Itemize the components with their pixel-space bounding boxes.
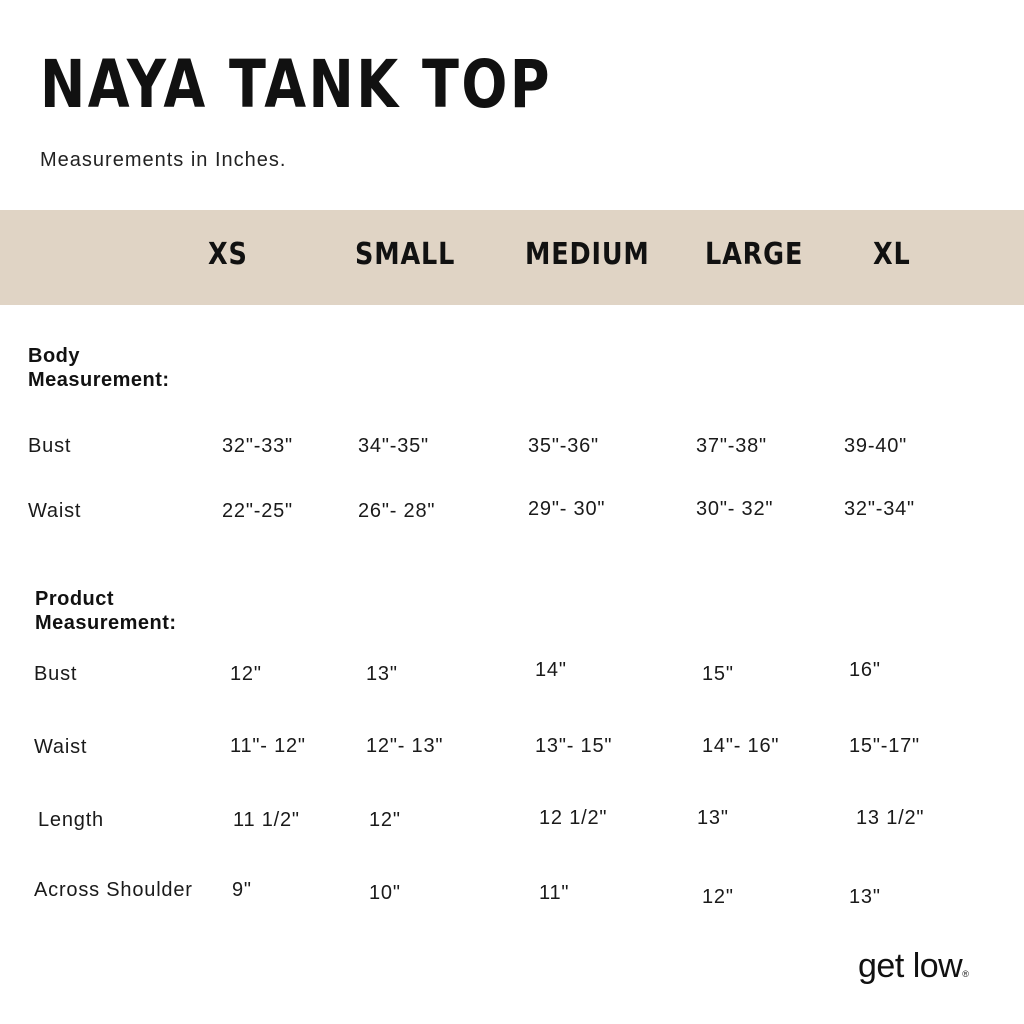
body-waist-small: 26"- 28" [358,500,436,522]
product-waist-label: Waist [34,736,88,758]
brand-registered-mark: ® [962,969,969,979]
product-bust-medium: 14" [535,659,567,681]
product-length-xs: 11 1/2" [233,809,300,831]
body-bust-xl: 39-40" [844,435,908,457]
body-waist-xl: 32"-34" [844,498,915,520]
body-measurement-heading [28,344,170,392]
body-heading-line1: Body [28,345,80,367]
product-bust-label: Bust [34,663,78,685]
product-shoulder-medium: 11" [539,882,570,904]
product-waist-xs: 11"- 12" [230,735,306,757]
product-length-xl: 13 1/2" [856,807,925,829]
brand-name: get low [858,947,963,985]
body-bust-label: Bust [28,435,72,457]
product-bust-xs: 12" [230,663,262,685]
body-waist-large: 30"- 32" [696,498,774,520]
body-waist-xs: 22"-25" [222,500,293,522]
product-length-large: 13" [697,807,729,829]
body-heading-line2: Measurement: [28,369,170,391]
brand-logo [858,947,968,986]
product-length-medium: 12 1/2" [539,807,608,829]
product-measurement-heading [35,587,177,635]
body-bust-medium: 35"-36" [528,435,599,457]
product-bust-xl: 16" [849,659,881,681]
product-shoulder-small: 10" [369,882,401,904]
product-shoulder-xs: 9" [232,879,252,901]
size-header-medium: MEDIUM [525,237,650,272]
product-heading-line1: Product [35,588,115,610]
size-header-small: SMALL [355,237,456,272]
product-waist-medium: 13"- 15" [535,735,613,757]
product-shoulder-large: 12" [702,886,734,908]
product-shoulder-xl: 13" [849,886,881,908]
product-shoulder-label: Across Shoulder [34,879,193,901]
size-header-large: LARGE [705,237,804,272]
product-waist-small: 12"- 13" [366,735,444,757]
page-title: NAYA TANK TOP [40,46,552,123]
size-header-xl: XL [873,237,911,272]
product-bust-small: 13" [366,663,398,685]
units-subtitle: Measurements in Inches. [40,149,287,171]
size-header-xs: XS [208,237,248,272]
product-waist-xl: 15"-17" [849,735,920,757]
product-waist-large: 14"- 16" [702,735,780,757]
size-header-band [0,210,1024,305]
product-heading-line2: Measurement: [35,612,177,634]
product-length-small: 12" [369,809,401,831]
body-bust-xs: 32"-33" [222,435,293,457]
body-waist-medium: 29"- 30" [528,498,606,520]
product-length-label: Length [38,809,104,831]
body-bust-large: 37"-38" [696,435,767,457]
body-waist-label: Waist [28,500,82,522]
product-bust-large: 15" [702,663,734,685]
body-bust-small: 34"-35" [358,435,429,457]
